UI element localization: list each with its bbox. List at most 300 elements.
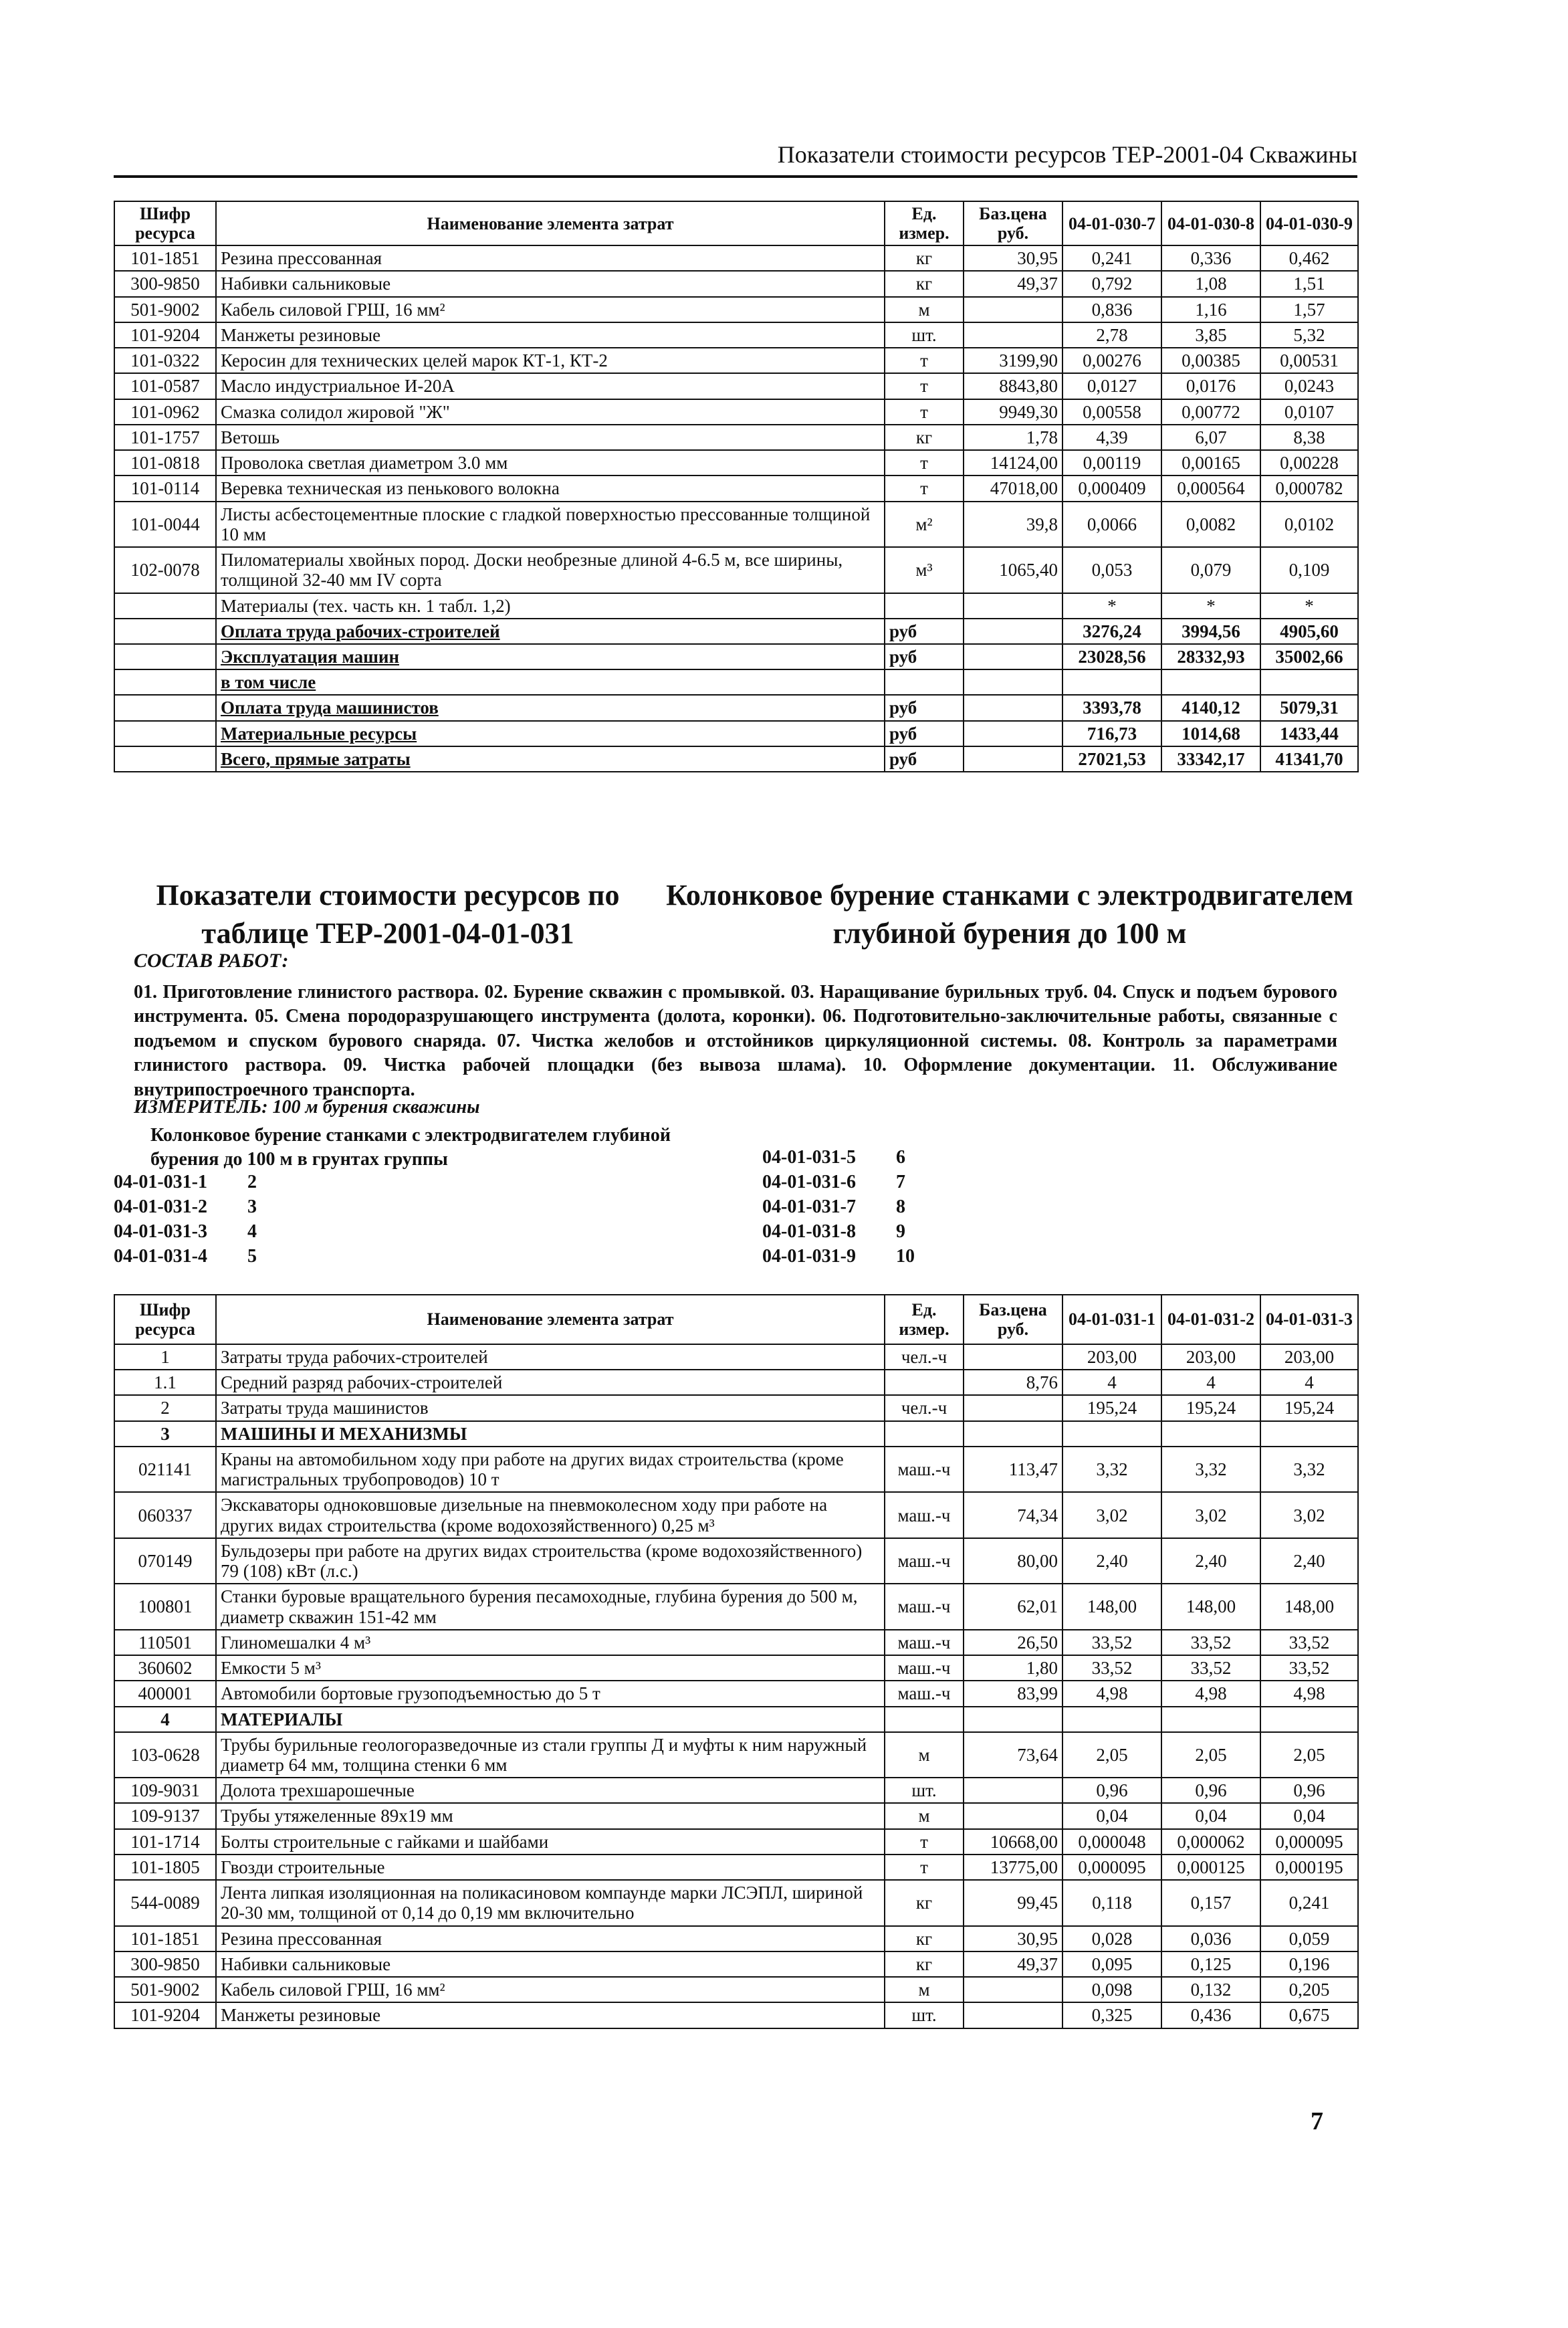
cell-price: [964, 619, 1062, 644]
cell-name: Затраты труда рабочих-строителей: [216, 1344, 885, 1370]
cell-value-3: 0,00531: [1260, 348, 1358, 373]
cell-code: 3: [114, 1421, 216, 1447]
cell-unit: руб: [885, 721, 964, 746]
cell-value-2: 4140,12: [1161, 695, 1260, 720]
cell-name: Пиломатериалы хвойных пород. Доски необрезные длиной 4-6.5 м, все ширины, толщиной 32-40 мм IV сорта: [216, 547, 885, 593]
header-price: Баз.цена руб.: [964, 201, 1062, 245]
cell-value-1: 2,78: [1062, 322, 1161, 348]
cell-price: 113,47: [964, 1447, 1062, 1492]
cell-value-1: 0,792: [1062, 271, 1161, 296]
cell-code: 300-9850: [114, 1951, 216, 1977]
cell-value-2: 33,52: [1161, 1655, 1260, 1681]
cell-value-1: 4: [1062, 1370, 1161, 1395]
cell-value-3: 0,0243: [1260, 373, 1358, 399]
table-row: [114, 1447, 1358, 1492]
cell-price: 49,37: [964, 1951, 1062, 1977]
cell-unit: кг: [885, 1880, 964, 1925]
table-row: [114, 1395, 1358, 1420]
cell-value-2: 0,036: [1161, 1926, 1260, 1951]
cell-value-3: 3,02: [1260, 1492, 1358, 1538]
cell-value-3: 0,000095: [1260, 1829, 1358, 1855]
cell-value-2: 3,85: [1161, 322, 1260, 348]
cell-unit: шт.: [885, 322, 964, 348]
cell-name: Набивки сальниковые: [216, 1951, 885, 1977]
cell-unit: м³: [885, 547, 964, 593]
table-header-row: [114, 201, 1358, 245]
cell-code: 109-9031: [114, 1778, 216, 1803]
cell-unit: шт.: [885, 1778, 964, 1803]
cell-value-1: 0,000409: [1062, 475, 1161, 501]
cell-value-1: 0,241: [1062, 245, 1161, 271]
cell-value-2: 195,24: [1161, 1395, 1260, 1420]
cell-value-2: 4,98: [1161, 1681, 1260, 1706]
cell-value-2: 2,40: [1161, 1538, 1260, 1584]
cell-name: Манжеты резиновые: [216, 322, 885, 348]
table-row: [114, 475, 1358, 501]
table-row: [114, 1681, 1358, 1706]
cell-price: 13775,00: [964, 1855, 1062, 1880]
codes-intro: Колонковое бурение станками с электродвигателем глубиной бурения до 100 м в грунтах группы: [150, 1125, 671, 1170]
cell-unit: т: [885, 348, 964, 373]
cell-unit: кг: [885, 1926, 964, 1951]
cell-value-3: 0,00228: [1260, 450, 1358, 475]
table-row: [114, 1538, 1358, 1584]
cell-unit: маш.-ч: [885, 1681, 964, 1706]
cell-value-1: 0,098: [1062, 1977, 1161, 2002]
cell-value-1: 3,02: [1062, 1492, 1161, 1538]
code-item: [762, 1220, 915, 1245]
code-item: [114, 1245, 257, 1269]
cell-value-2: 33342,17: [1161, 746, 1260, 772]
total-row: [114, 619, 1358, 644]
cell-value-3: *: [1260, 593, 1358, 619]
cell-name: Станки буровые вращательного бурения песамоходные, глубина бурения до 500 м, диаметр скважин 151-42 мм: [216, 1584, 885, 1629]
table-row: [114, 1707, 1358, 1732]
table-row: [114, 1421, 1358, 1447]
cell-code: 101-1851: [114, 1926, 216, 1951]
cell-unit: маш.-ч: [885, 1538, 964, 1584]
cell-value-3: 0,04: [1260, 1803, 1358, 1828]
cell-price: 1,80: [964, 1655, 1062, 1681]
cell-name: МАТЕРИАЛЫ: [216, 1707, 885, 1732]
cell-price: [964, 297, 1062, 322]
cell-price: 74,34: [964, 1492, 1062, 1538]
table-row: [114, 1655, 1358, 1681]
cell-value-2: 0,125: [1161, 1951, 1260, 1977]
cell-code: 101-0818: [114, 450, 216, 475]
total-row: [114, 669, 1358, 695]
cell-code: 101-9204: [114, 2002, 216, 2028]
cell-unit: маш.-ч: [885, 1584, 964, 1629]
cell-value-2: 0,000062: [1161, 1829, 1260, 1855]
cell-unit: руб: [885, 746, 964, 772]
table-row: [114, 1880, 1358, 1925]
cell-unit: т: [885, 475, 964, 501]
table-row: [114, 399, 1358, 425]
code-id: 04-01-031-5: [762, 1147, 856, 1168]
cell-unit: т: [885, 373, 964, 399]
cell-unit: руб: [885, 695, 964, 720]
cell-value-1: 195,24: [1062, 1395, 1161, 1420]
cell-name: Емкости 5 м³: [216, 1655, 885, 1681]
cell-value-2: 3,32: [1161, 1447, 1260, 1492]
cell-unit: маш.-ч: [885, 1655, 964, 1681]
sostav-text: 01. Приготовление глинистого раствора. 02. Бурение скважин с промывкой. 03. Наращивание бурильных труб. 04. Спуск и подъем бурового инструмента. 05. Смена породоразрушающего инструмента (долота, коронки). 06. Подготовительно-заключительные работы, связанные с подъемом и спуском бурового снаряда. 07. Чистка желобов и отстойников циркуляционной системы. 08. Контроль за параметрами глинистого раствора. 09. Чистка рабочей площадки (без вывоза шлама). 10. Оформление документации. 11. Обслуживание внутрипостроечного транспорта.: [134, 982, 1337, 1100]
cell-unit: т: [885, 399, 964, 425]
cell-unit: [885, 1421, 964, 1447]
cell-value-1: 2,05: [1062, 1732, 1161, 1778]
cell-name: Лента липкая изоляционная на поликасиновом компаунде марки ЛСЭПЛ, шириной 20-30 мм, толщиной от 0,14 до 0,19 мм включительно: [216, 1880, 885, 1925]
cell-value-3: 195,24: [1260, 1395, 1358, 1420]
cell-unit: руб: [885, 644, 964, 669]
cell-price: 1065,40: [964, 547, 1062, 593]
cell-code: 544-0089: [114, 1880, 216, 1925]
cell-value-1: 203,00: [1062, 1344, 1161, 1370]
cell-value-2: 0,04: [1161, 1803, 1260, 1828]
cell-value-3: 33,52: [1260, 1630, 1358, 1655]
cell-code: [114, 721, 216, 746]
cell-value-3: 41341,70: [1260, 746, 1358, 772]
code-id: 04-01-031-1: [114, 1172, 207, 1192]
cell-name: Экскаваторы одноковшовые дизельные на пневмоколесном ходу при работе на других видах строительства (кроме водохозяйственного) 0,25 м³: [216, 1492, 885, 1538]
table-row: [114, 1778, 1358, 1803]
cell-value-1: 3393,78: [1062, 695, 1161, 720]
cell-value-2: 148,00: [1161, 1584, 1260, 1629]
section-title-left: Показатели стоимости ресурсов по таблице ТЕР-2001-04-01-031: [156, 879, 620, 950]
cell-code: 501-9002: [114, 1977, 216, 2002]
cell-value-3: 0,462: [1260, 245, 1358, 271]
table-row: [114, 245, 1358, 271]
cell-price: [964, 1977, 1062, 2002]
cell-code: 101-1757: [114, 425, 216, 450]
table-row: [114, 1829, 1358, 1855]
table-row: [114, 593, 1358, 619]
cell-unit: м: [885, 297, 964, 322]
cell-value-2: 0,00772: [1161, 399, 1260, 425]
header-name: Наименование элемента затрат: [216, 1295, 885, 1344]
cell-unit: руб: [885, 619, 964, 644]
cell-value-1: 27021,53: [1062, 746, 1161, 772]
cell-value-2: 0,436: [1161, 2002, 1260, 2028]
cell-code: [114, 695, 216, 720]
cell-value-2: 1,08: [1161, 271, 1260, 296]
resource-table-030: [114, 201, 1359, 772]
cell-unit: чел.-ч: [885, 1344, 964, 1370]
cell-value-3: 2,05: [1260, 1732, 1358, 1778]
cell-unit: кг: [885, 245, 964, 271]
cell-value-2: 0,079: [1161, 547, 1260, 593]
cell-unit: кг: [885, 425, 964, 450]
header-col3: 04-01-030-9: [1260, 201, 1358, 245]
cell-price: 8,76: [964, 1370, 1062, 1395]
code-group: 4: [247, 1221, 257, 1242]
cell-name: Долота трехшарошечные: [216, 1778, 885, 1803]
header-name: Наименование элемента затрат: [216, 201, 885, 245]
cell-value-3: 4905,60: [1260, 619, 1358, 644]
cell-unit: м: [885, 1732, 964, 1778]
cell-value-3: 4: [1260, 1370, 1358, 1395]
cell-price: 99,45: [964, 1880, 1062, 1925]
cell-code: [114, 746, 216, 772]
cell-value-2: 0,132: [1161, 1977, 1260, 2002]
code-item: [762, 1245, 915, 1269]
cell-value-1: 0,96: [1062, 1778, 1161, 1803]
cell-unit: чел.-ч: [885, 1395, 964, 1420]
cell-price: [964, 746, 1062, 772]
header-col3: 04-01-031-3: [1260, 1295, 1358, 1344]
cell-unit: [885, 1370, 964, 1395]
cell-value-2: 28332,93: [1161, 644, 1260, 669]
cell-price: [964, 1803, 1062, 1828]
cell-value-3: 0,059: [1260, 1926, 1358, 1951]
cell-value-1: 4,98: [1062, 1681, 1161, 1706]
cell-name: Манжеты резиновые: [216, 2002, 885, 2028]
cell-price: 49,37: [964, 271, 1062, 296]
cell-price: [964, 593, 1062, 619]
cell-value-2: 0,0176: [1161, 373, 1260, 399]
code-group: 9: [896, 1221, 905, 1242]
cell-unit: шт.: [885, 2002, 964, 2028]
cell-name: в том числе: [216, 669, 885, 695]
cell-value-3: 0,196: [1260, 1951, 1358, 1977]
code-group: 8: [896, 1196, 905, 1217]
cell-value-3: 3,32: [1260, 1447, 1358, 1492]
cell-value-1: 0,028: [1062, 1926, 1161, 1951]
cell-name: Материалы (тех. часть кн. 1 табл. 1,2): [216, 593, 885, 619]
code-id: 04-01-031-4: [114, 1246, 207, 1267]
cell-name: МАШИНЫ И МЕХАНИЗМЫ: [216, 1421, 885, 1447]
cell-code: 101-1714: [114, 1829, 216, 1855]
code-item: [762, 1146, 915, 1170]
table-row: [114, 502, 1358, 547]
meter-text: ИЗМЕРИТЕЛЬ: 100 м бурения скважины: [134, 1097, 480, 1118]
cell-code: [114, 669, 216, 695]
table-row: [114, 348, 1358, 373]
table-row: [114, 1584, 1358, 1629]
cell-value-3: 0,000782: [1260, 475, 1358, 501]
cell-value-3: 0,205: [1260, 1977, 1358, 2002]
cell-code: 109-9137: [114, 1803, 216, 1828]
table-row: [114, 373, 1358, 399]
cell-code: 4: [114, 1707, 216, 1732]
cell-value-3: 1433,44: [1260, 721, 1358, 746]
cell-value-2: 0,96: [1161, 1778, 1260, 1803]
cell-value-1: 33,52: [1062, 1630, 1161, 1655]
cell-value-1: 0,000095: [1062, 1855, 1161, 1880]
code-item: [114, 1195, 257, 1220]
code-group: 3: [247, 1196, 257, 1217]
cell-value-2: 0,336: [1161, 245, 1260, 271]
cell-value-1: [1062, 669, 1161, 695]
cell-value-1: 3276,24: [1062, 619, 1161, 644]
cell-name: Веревка техническая из пенькового волокна: [216, 475, 885, 501]
cell-code: 101-0114: [114, 475, 216, 501]
code-id: 04-01-031-9: [762, 1246, 856, 1267]
cell-name: Автомобили бортовые грузоподъемностью до 5 т: [216, 1681, 885, 1706]
cell-value-1: 0,325: [1062, 2002, 1161, 2028]
cell-value-1: [1062, 1421, 1161, 1447]
cell-name: Болты строительные с гайками и шайбами: [216, 1829, 885, 1855]
codes-right-list: [762, 1146, 915, 1269]
code-id: 04-01-031-6: [762, 1172, 856, 1192]
cell-price: 80,00: [964, 1538, 1062, 1584]
cell-name: Керосин для технических целей марок КТ-1, КТ-2: [216, 348, 885, 373]
code-item: [114, 1170, 257, 1195]
total-row: [114, 695, 1358, 720]
table-row: [114, 1977, 1358, 2002]
table-row: [114, 547, 1358, 593]
cell-price: 83,99: [964, 1681, 1062, 1706]
cell-name: Смазка солидол жировой "Ж": [216, 399, 885, 425]
cell-code: [114, 593, 216, 619]
cell-code: 1.1: [114, 1370, 216, 1395]
cell-unit: маш.-ч: [885, 1492, 964, 1538]
table-row: [114, 322, 1358, 348]
cell-name: Эксплуатация машин: [216, 644, 885, 669]
cell-value-1: [1062, 1707, 1161, 1732]
cell-value-2: 0,000564: [1161, 475, 1260, 501]
table-row: [114, 1492, 1358, 1538]
cell-unit: т: [885, 450, 964, 475]
cell-value-2: [1161, 669, 1260, 695]
cell-name: Масло индустриальное И-20А: [216, 373, 885, 399]
cell-price: 62,01: [964, 1584, 1062, 1629]
cell-value-3: 1,51: [1260, 271, 1358, 296]
cell-value-2: 1,16: [1161, 297, 1260, 322]
cell-price: [964, 2002, 1062, 2028]
cell-value-2: 0,157: [1161, 1880, 1260, 1925]
cell-code: [114, 644, 216, 669]
cell-name: Бульдозеры при работе на других видах строительства (кроме водохозяйственного) 79 (108) кВт (л.с.): [216, 1538, 885, 1584]
cell-value-2: 3,02: [1161, 1492, 1260, 1538]
cell-price: 9949,30: [964, 399, 1062, 425]
cell-value-3: 5079,31: [1260, 695, 1358, 720]
cell-code: 103-0628: [114, 1732, 216, 1778]
header-code: Шифр ресурса: [114, 201, 216, 245]
cell-code: 360602: [114, 1655, 216, 1681]
cell-unit: кг: [885, 1951, 964, 1977]
table-row: [114, 1732, 1358, 1778]
cell-value-2: 6,07: [1161, 425, 1260, 450]
cell-code: 060337: [114, 1492, 216, 1538]
cell-value-1: 716,73: [1062, 721, 1161, 746]
cell-value-1: 148,00: [1062, 1584, 1161, 1629]
cell-value-1: 0,0127: [1062, 373, 1161, 399]
cell-value-2: [1161, 1707, 1260, 1732]
table-row: [114, 297, 1358, 322]
header-col1: 04-01-030-7: [1062, 201, 1161, 245]
cell-value-1: 33,52: [1062, 1655, 1161, 1681]
table-row: [114, 2002, 1358, 2028]
cell-name: Набивки сальниковые: [216, 271, 885, 296]
cell-value-3: 35002,66: [1260, 644, 1358, 669]
cell-price: [964, 1778, 1062, 1803]
cell-code: [114, 619, 216, 644]
cell-name: Проволока светлая диаметром 3.0 мм: [216, 450, 885, 475]
cell-name: Резина прессованная: [216, 1926, 885, 1951]
cell-value-2: 3994,56: [1161, 619, 1260, 644]
cell-value-1: 0,000048: [1062, 1829, 1161, 1855]
cell-code: 110501: [114, 1630, 216, 1655]
page-number: 7: [1311, 2107, 1323, 2135]
code-item: [762, 1195, 915, 1220]
cell-code: 400001: [114, 1681, 216, 1706]
header-code: Шифр ресурса: [114, 1295, 216, 1344]
cell-value-3: 0,675: [1260, 2002, 1358, 2028]
cell-name: Глиномешалки 4 м³: [216, 1630, 885, 1655]
cell-value-3: 0,000195: [1260, 1855, 1358, 1880]
cell-name: Средний разряд рабочих-строителей: [216, 1370, 885, 1395]
cell-name: Трубы бурильные геологоразведочные из стали группы Д и муфты к ним наружный диаметр 64 мм, толщина стенки 6 мм: [216, 1732, 885, 1778]
cell-name: Затраты труда машинистов: [216, 1395, 885, 1420]
cell-value-1: *: [1062, 593, 1161, 619]
cell-value-3: 0,0102: [1260, 502, 1358, 547]
cell-value-3: 5,32: [1260, 322, 1358, 348]
cell-value-1: 0,053: [1062, 547, 1161, 593]
cell-value-1: 3,32: [1062, 1447, 1161, 1492]
cell-name: Листы асбестоцементные плоские с гладкой поверхностью прессованные толщиной 10 мм: [216, 502, 885, 547]
cell-name: Краны на автомобильном ходу при работе на других видах строительства (кроме магистральных трубопроводов) 10 т: [216, 1447, 885, 1492]
cell-code: 101-0962: [114, 399, 216, 425]
cell-value-3: 8,38: [1260, 425, 1358, 450]
cell-name: Материальные ресурсы: [216, 721, 885, 746]
cell-code: 101-9204: [114, 322, 216, 348]
total-row: [114, 746, 1358, 772]
cell-price: [964, 1395, 1062, 1420]
table-row: [114, 271, 1358, 296]
cell-value-3: 0,109: [1260, 547, 1358, 593]
cell-unit: т: [885, 1855, 964, 1880]
cell-code: 300-9850: [114, 271, 216, 296]
cell-price: [964, 1707, 1062, 1732]
code-group: 6: [896, 1147, 905, 1168]
cell-value-2: 1014,68: [1161, 721, 1260, 746]
cell-price: [964, 669, 1062, 695]
table-row: [114, 1855, 1358, 1880]
cell-price: 10668,00: [964, 1829, 1062, 1855]
cell-value-1: 0,00119: [1062, 450, 1161, 475]
cell-name: Оплата труда машинистов: [216, 695, 885, 720]
cell-code: 101-1805: [114, 1855, 216, 1880]
cell-unit: маш.-ч: [885, 1447, 964, 1492]
header-title: Показатели стоимости ресурсов ТЕР-2001-04 Скважины: [777, 141, 1357, 168]
cell-value-1: 0,0066: [1062, 502, 1161, 547]
cell-unit: м: [885, 1803, 964, 1828]
resource-table-031: [114, 1294, 1359, 2029]
code-item: [114, 1220, 257, 1245]
header-col2: 04-01-031-2: [1161, 1295, 1260, 1344]
code-group: 5: [247, 1246, 257, 1267]
cell-unit: м²: [885, 502, 964, 547]
cell-code: 101-0044: [114, 502, 216, 547]
table-header-row: [114, 1295, 1358, 1344]
cell-value-3: 148,00: [1260, 1584, 1358, 1629]
table-row: [114, 1370, 1358, 1395]
cell-price: 73,64: [964, 1732, 1062, 1778]
cell-value-1: 0,00558: [1062, 399, 1161, 425]
cell-value-2: 0,00165: [1161, 450, 1260, 475]
table-row: [114, 1951, 1358, 1977]
cell-price: 26,50: [964, 1630, 1062, 1655]
table-row: [114, 450, 1358, 475]
cell-unit: м: [885, 1977, 964, 2002]
page-header: [114, 140, 1357, 178]
cell-value-1: 0,04: [1062, 1803, 1161, 1828]
cell-value-1: 2,40: [1062, 1538, 1161, 1584]
cell-value-1: 0,00276: [1062, 348, 1161, 373]
cell-value-2: 0,0082: [1161, 502, 1260, 547]
header-unit: Ед. измер.: [885, 1295, 964, 1344]
